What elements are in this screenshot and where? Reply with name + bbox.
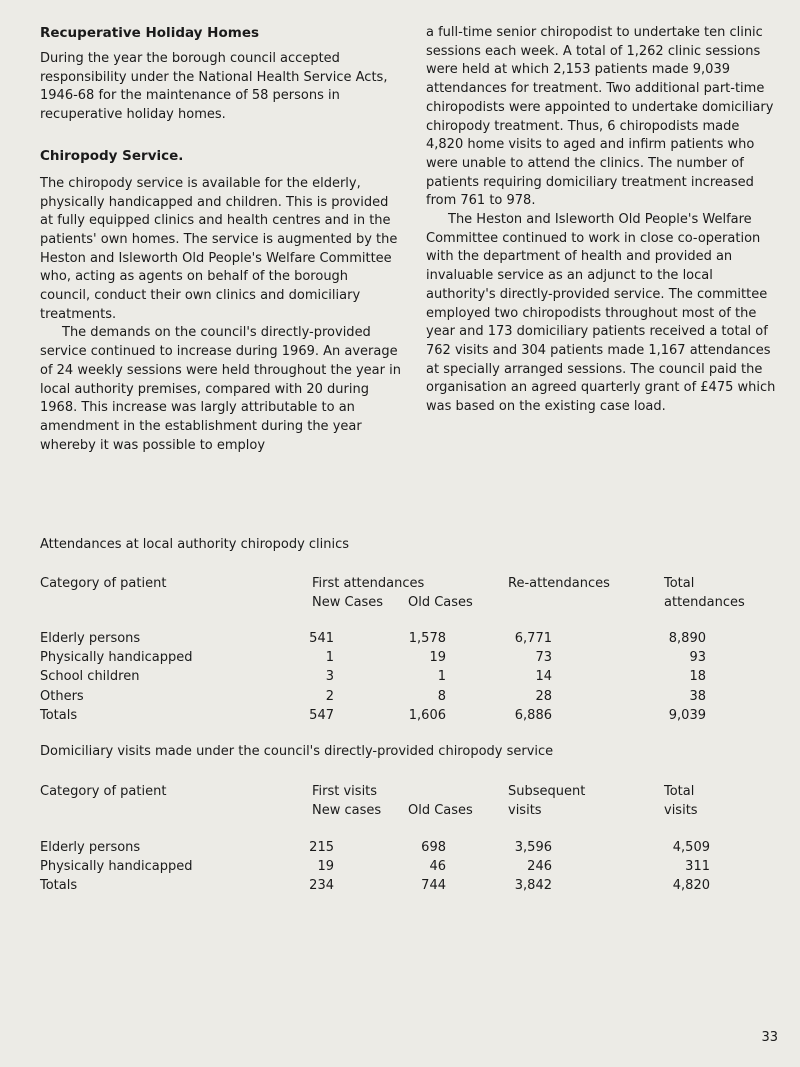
table2-cell-old-cases: 46 (429, 859, 446, 875)
table1-cell-total: 38 (689, 688, 706, 704)
table1-cell-total: 18 (689, 669, 706, 685)
table2-header-total: Total (664, 784, 695, 799)
table1-header-category: Category of patient (40, 576, 167, 591)
page-number: 33 (761, 1030, 778, 1045)
table2-cell-total: 311 (685, 859, 710, 875)
table2-row (0, 839, 800, 857)
table1-cell-category: Elderly persons (40, 631, 141, 646)
table1-header-total: Total (664, 576, 695, 591)
table2-cell-category: Physically handicapped (40, 859, 193, 875)
table1-row (0, 630, 800, 648)
table1-cell-new-cases: 1 (325, 650, 334, 666)
table2-subheader-row (0, 802, 800, 820)
table1-title: Attendances at local authority chiropody clinics (40, 537, 350, 552)
table2-cell-old-cases: 744 (421, 878, 446, 894)
table2-header-first-visits: First visits (312, 784, 378, 799)
table2-cell-category: Elderly persons (40, 840, 141, 855)
table1-row (0, 688, 800, 706)
table1-cell-re: 6,771 (514, 631, 552, 646)
table1-cell-total: 8,890 (668, 631, 706, 646)
table1-cell-category: Others (40, 688, 84, 704)
table1-cell-re: 73 (535, 650, 552, 666)
table1-row (0, 707, 800, 725)
table1-header-row (0, 575, 800, 593)
table2-cell-new-cases: 19 (317, 859, 334, 875)
left-column (40, 24, 402, 455)
table2-cell-category: Totals (40, 878, 78, 894)
table2-cell-new-cases: 215 (309, 840, 334, 855)
table1-row (0, 668, 800, 686)
table1-cell-new-cases: 547 (309, 707, 334, 723)
table2-cell-total: 4,820 (672, 878, 710, 894)
table2-cell-subsequent: 3,842 (514, 878, 552, 894)
paragraph-recuperative-homes: During the year the borough council accepted responsibility under the National Health Service Acts, 1946-68 for the maintenance of 58 persons in recuperative holiday homes. (40, 51, 388, 123)
table1-header-new-cases: New Cases (312, 595, 384, 610)
paragraph-chiropody-intro: The chiropody service is available for the elderly, physically handicapped and children. This is provided at fully equipped clinics and health centres and in the patients' own homes. The service is augmented by the Heston and Isleworth Old People's Welfare Committee who, acting as agents on behalf of the borough council, conduct their own clinics and domiciliary treatments. (40, 175, 398, 322)
table1-row (0, 649, 800, 667)
paragraph-chiropody-demands: The demands on the council's directly-provided service continued to increase during 1969. An average of 24 weekly sessions were held throughout the year in local authority premises, compared with 20 during 1968. This increase was largly attributable to an amendment in the establishment during the year whereby it was possible to employ (40, 325, 401, 453)
table1-cell-old-cases: 19 (429, 650, 446, 666)
table1-cell-new-cases: 541 (309, 631, 334, 646)
table1-cell-old-cases: 1,606 (408, 707, 446, 723)
table2-header-visits: visits (508, 803, 542, 818)
table1-header-old-cases: Old Cases (408, 595, 473, 610)
table1-cell-re: 6,886 (514, 707, 552, 723)
paragraph-senior-chiropodist: a full-time senior chiropodist to undertake ten clinic sessions each week. A total of 1,262 clinic sessions were held at which 2,153 patients made 9,039 attendances for treatment. Two additional part-time chiropodists were appointed to undertake domiciliary chiropody treatment. Thus, 6 chiropodists made 4,820 home visits to aged and infirm patients who were unable to attend the clinics. The number of patients requiring domiciliary treatment increased from 761 to 978. (426, 25, 774, 209)
table2-header-subsequent: Subsequent (508, 784, 586, 799)
table2-header-category: Category of patient (40, 784, 167, 799)
table1-cell-old-cases: 8 (437, 688, 446, 704)
table2-cell-old-cases: 698 (421, 840, 446, 855)
table1-cell-re: 28 (535, 688, 552, 704)
table1-cell-category: Physically handicapped (40, 650, 193, 666)
table1-cell-new-cases: 2 (325, 688, 334, 704)
table2-row (0, 877, 800, 895)
table1-header-re-attendances: Re-attendances (508, 576, 610, 591)
table2-row (0, 858, 800, 876)
table2-header-row (0, 783, 800, 801)
heading-recuperative-homes: Recuperative Holiday Homes (40, 25, 260, 41)
paragraph-welfare-committee: The Heston and Isleworth Old People's Welfare Committee continued to work in close co-operation with the department of health and provided an invaluable service as an adjunct to the local authority's directly-provided service. The committee employed two chiropodists throughout most of the year and 173 domiciliary patients received a total of 762 visits and 304 patients made 1,167 attendances at specially arranged sessions. The council paid the organisation an agreed quarterly grant of £475 which was based on the existing case load. (426, 212, 776, 415)
table2-cell-subsequent: 246 (527, 859, 552, 875)
table1-cell-re: 14 (535, 669, 552, 685)
table1-header-attendances: attendances (664, 595, 745, 610)
table1-cell-new-cases: 3 (325, 669, 334, 685)
table1-subheader-row (0, 594, 800, 612)
table1-cell-old-cases: 1,578 (408, 631, 446, 646)
table1-cell-total: 9,039 (668, 707, 706, 723)
table1-cell-old-cases: 1 (437, 669, 446, 685)
table2-header-old-cases: Old Cases (408, 803, 473, 818)
table1-cell-total: 93 (689, 650, 706, 666)
table1-cell-category: School children (40, 669, 140, 685)
right-column (426, 24, 778, 417)
heading-chiropody-service: Chiropody Service. (40, 147, 184, 164)
table2-cell-total: 4,509 (672, 840, 710, 855)
table2-header-new-cases: New cases (312, 803, 382, 818)
table1-header-first-attendances: First attendances (312, 576, 425, 591)
table2-title: Domiciliary visits made under the council's directly-provided chiropody service (40, 744, 554, 759)
table2-cell-new-cases: 234 (309, 878, 334, 894)
table2-cell-subsequent: 3,596 (514, 840, 552, 855)
table1-cell-category: Totals (40, 707, 78, 723)
table2-header-total-visits: visits (664, 803, 698, 818)
